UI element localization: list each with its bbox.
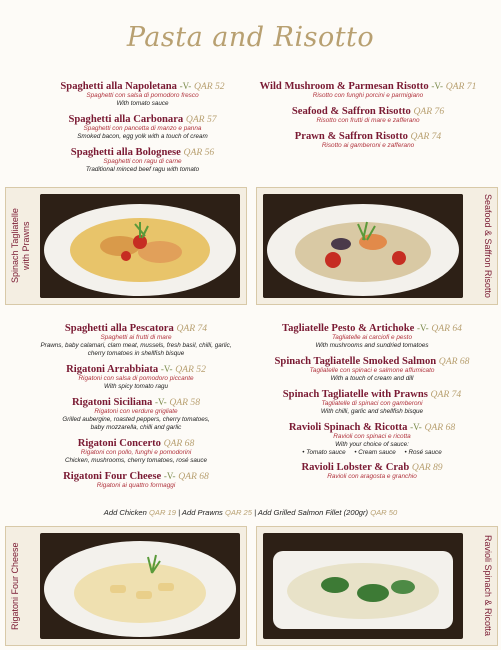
menu-column-top-right [258,81,478,156]
menu-item [50,147,235,174]
dish-name: Rigatoni Siciliana [72,397,153,408]
dish-italian: Rigatoni con salsa di pomodoro piccante [78,375,194,382]
dish-name: Wild Mushroom & Parmesan Risotto [259,81,429,92]
photo-panel-seafood-risotto [256,187,498,305]
dish-name: Tagliatelle Pesto & Artichoke [282,323,415,334]
menu-column-middle-right [262,323,482,487]
dish-italian: Spaghetti con ragu di carne [103,158,182,165]
dish-price: QAR 68 [163,438,195,449]
menu-item [30,397,242,432]
menu-item [262,389,482,416]
dish-name: Spaghetti alla Napoletana [60,81,177,92]
dish-price: QAR 68 [438,356,470,367]
dish-description: With tomato sauce [116,100,169,107]
dish-description: With spicy tomato ragu [104,383,168,390]
menu-item [262,356,482,383]
menu-item [262,422,482,456]
menu-item [50,81,235,108]
dish-price: QAR 71 [445,81,477,92]
dish-photo [263,194,463,298]
vegetarian-mark: -V- [160,364,173,374]
menu-item [262,462,482,481]
dish-name: Rigatoni Four Cheese [63,471,162,482]
dish-italian: Rigatoni ai quattro formaggi [96,482,176,489]
photo-caption: Rigatoni Four Cheese [10,542,20,630]
dish-description: With chilli, garlic and shellfish bisque [320,408,424,415]
dish-italian: Tagliatelle di spinaci con gamberoni [321,400,423,407]
menu-item [30,438,242,465]
dish-price: QAR 89 [411,462,443,473]
dish-name: Rigatoni Concerto [77,438,161,449]
dish-description: Traditional minced beef ragu with tomato [85,166,200,173]
dish-description: With mushrooms and sundried tomatoes [315,342,429,349]
dish-price: QAR 56 [183,147,215,158]
ravioli-plate-image [263,533,463,639]
menu-column-top-left [50,81,235,180]
dish-name: Ravioli Spinach & Ricotta [288,422,408,433]
add-ons-line: Add Chicken QAR 19 | Add Prawns QAR 25 | Add Grilled Salmon Fillet (200gr) QAR 50 [103,508,398,517]
photo-caption: Spinach Tagliatelle with Prawns [10,208,31,284]
dish-italian: Tagliatelle con spinaci e salmone affumicato [309,367,435,374]
dish-italian: Risotto con frutti di mare e zafferano [316,117,420,124]
dish-italian: Spaghetti con salsa di pomodoro fresco [86,92,199,99]
dish-name: Spaghetti alla Bolognese [70,147,181,158]
dish-name: Spaghetti alla Carbonara [68,114,184,125]
dish-italian: Risotto con funghi porcini e parmigiano [312,92,424,99]
rigatoni-plate-image [40,533,240,639]
vegetarian-mark: -V- [416,323,429,333]
photo-panel-spinach-tagliatelle [5,187,247,305]
dish-italian: Ravioli con spinaci e ricotta [333,433,411,440]
photo-panel-rigatoni-four-cheese [5,526,247,646]
dish-photo [263,533,463,639]
dish-italian: Spaghetti ai frutti di mare [100,334,172,341]
dish-price: QAR 74 [430,389,462,400]
dish-description: With your choice of sauce: [335,441,409,448]
dish-photo [40,194,240,298]
menu-item [50,114,235,141]
dish-name: Spinach Tagliatelle with Prawns [282,389,428,400]
menu-item [262,323,482,350]
dish-photo [40,533,240,639]
menu-item [258,131,478,150]
dish-italian: Rigatoni con pollo, funghi e pomodorini [80,449,192,456]
dish-name: Prawn & Saffron Risotto [294,131,408,142]
dish-description: Grilled aubergine, roasted peppers, cherry tomatoes, [62,416,210,423]
vegetarian-mark: -V- [410,422,422,432]
dish-description: cherry tomatoes in shellfish bisque [87,350,185,357]
dish-price: QAR 52 [193,81,225,92]
dish-price: QAR 74 [176,323,208,334]
dish-price: QAR 57 [185,114,217,125]
dish-price: QAR 76 [413,106,445,117]
dish-italian: Spaghetti con pancetta di manzo e panna [83,125,202,132]
dish-italian: Ravioli con aragosta e granchio [327,473,417,480]
dish-description: With a touch of cream and dill [330,375,414,382]
photo-panel-ravioli-spinach [256,526,498,646]
dish-name: Spinach Tagliatelle Smoked Salmon [274,356,437,367]
dish-name: Rigatoni Arrabbiata [66,364,159,375]
dish-price: QAR 64 [431,323,462,334]
dish-price: QAR 68 [424,422,456,433]
menu-item [258,81,478,100]
sauce-choices: • Tomato sauce • Cream sauce • Rosé sauce [302,449,442,456]
menu-item [258,106,478,125]
dish-italian: Risotto ai gamberoni e zafferano [321,142,415,149]
dish-price: QAR 58 [169,397,200,408]
dish-price: QAR 52 [175,364,206,375]
dish-description: Smoked bacon, egg yolk with a touch of cream [77,133,208,140]
dish-italian: Rigatoni con verdure grigliate [94,408,178,415]
dish-description: baby mozzarella, chilli and garlic [90,424,182,431]
dish-description: Chicken, mushrooms, cherry tomatoes, rosé sauce [64,457,208,464]
dish-name: Seafood & Saffron Risotto [291,106,411,117]
vegetarian-mark: -V- [179,81,192,91]
dish-price: QAR 74 [410,131,442,142]
dish-name: Ravioli Lobster & Crab [301,462,410,473]
pasta-plate-image [40,194,240,298]
menu-item [30,364,242,391]
vegetarian-mark: -V- [431,81,444,91]
vegetarian-mark: -V- [163,471,176,481]
dish-price: QAR 68 [178,471,209,482]
dish-description: Prawns, baby calamari, clam meat, mussels, fresh basil, chilli, garlic, [40,342,232,349]
dish-italian: Tagliatelle ai carciofi e pesto [331,334,413,341]
dish-name: Spaghetti alla Pescatora [64,323,174,334]
photo-caption: Ravioli Spinach & Ricotta [483,535,493,637]
risotto-plate-image [263,194,463,298]
menu-item [30,471,242,490]
menu-item [30,323,242,358]
page-title: Pasta and Risotto [126,22,375,53]
menu-column-middle-left [30,323,242,496]
vegetarian-mark: -V- [155,397,167,407]
photo-caption: Seafood & Saffron Risotto [483,194,493,298]
